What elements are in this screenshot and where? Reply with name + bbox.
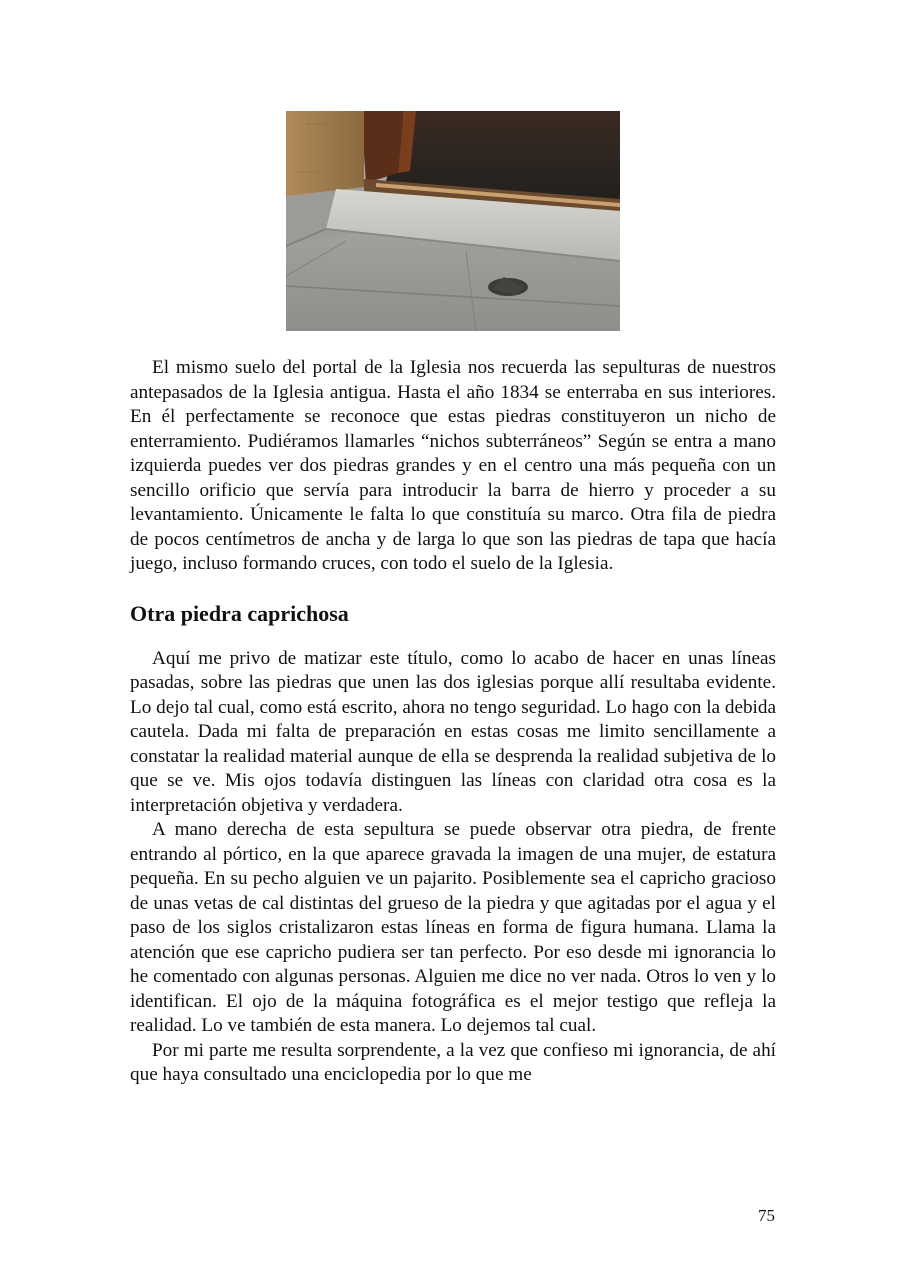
page-number: 75 — [758, 1206, 775, 1225]
section-heading: Otra piedra caprichosa — [130, 600, 349, 626]
paragraph-portal-floor: El mismo suelo del portal de la Iglesia nos recuerda las sepulturas de nuestros antepasados de la Iglesia antigua. Hasta el año 1834 se enterraba en sus interiores. En él perfectamente se reconoce que estas piedras constituyeron un nicho de enterramiento. Pudiéramos llamarles “nichos subterráneos” Según se entra a mano izquierda puedes ver dos piedras grandes y en el centro una más pequeña con un sencillo orificio que servía para introducir la barra de hierro y proceder a su levantamiento. Únicamente le falta lo que constituía su marco. Otra fila de piedra de pocos centímetros de ancha y de larga lo que son las piedras de tapa que hacía juego, incluso formando cruces, con todo el suelo de la Iglesia. — [130, 357, 776, 574]
paragraph-title-caution: Aquí me privo de matizar este título, como lo acabo de hacer en unas líneas pasadas, sobre las piedras que unen las dos iglesias porque allí resultaba evidente. Lo dejo tal cual, como está escrito, ahora no tengo seguridad. Lo hago con la debida cautela. Dada mi falta de preparación en estas cosas me limito sencillamente a constatar la realidad material aunque de ella se desprenda la realidad subjetiva de lo que se ve. Mis ojos todavía distinguen las líneas con claridad otra cosa es la interpretación objetiva y verdadera. — [130, 647, 776, 816]
paragraph-woman-figure: A mano derecha de esta sepultura se puede observar otra piedra, de frente entrando al pórtico, en la que aparece gravada la imagen de una mujer, de estatura pequeña. En su pecho alguien ve un pajarito. Posiblemente sea el capricho gracioso de unas vetas de cal distintas del grueso de la piedra y que agitadas por el agua y el paso de los siglos cristalizaron estas líneas en forma de figura humana. Llama la atención que ese capricho pudiera ser tan perfecto. Por eso desde mi ignorancia lo he comentado con algunas personas. Alguien me dice no ver nada. Otros lo ven y lo identifican. El ojo de la máquina fotográfica es el mejor testigo que refleja la realidad. Lo ve también de esta manera. Lo dejemos tal cual. — [130, 819, 776, 1036]
paragraph-encyclopedia: Por mi parte me resulta sorprendente, a la vez que confieso mi ignorancia, de ahí que haya consultado una enciclopedia por lo que me — [130, 1039, 776, 1085]
church-portal-photo — [286, 111, 620, 331]
portal-stone-image — [286, 111, 620, 331]
text-body — [130, 356, 776, 1088]
